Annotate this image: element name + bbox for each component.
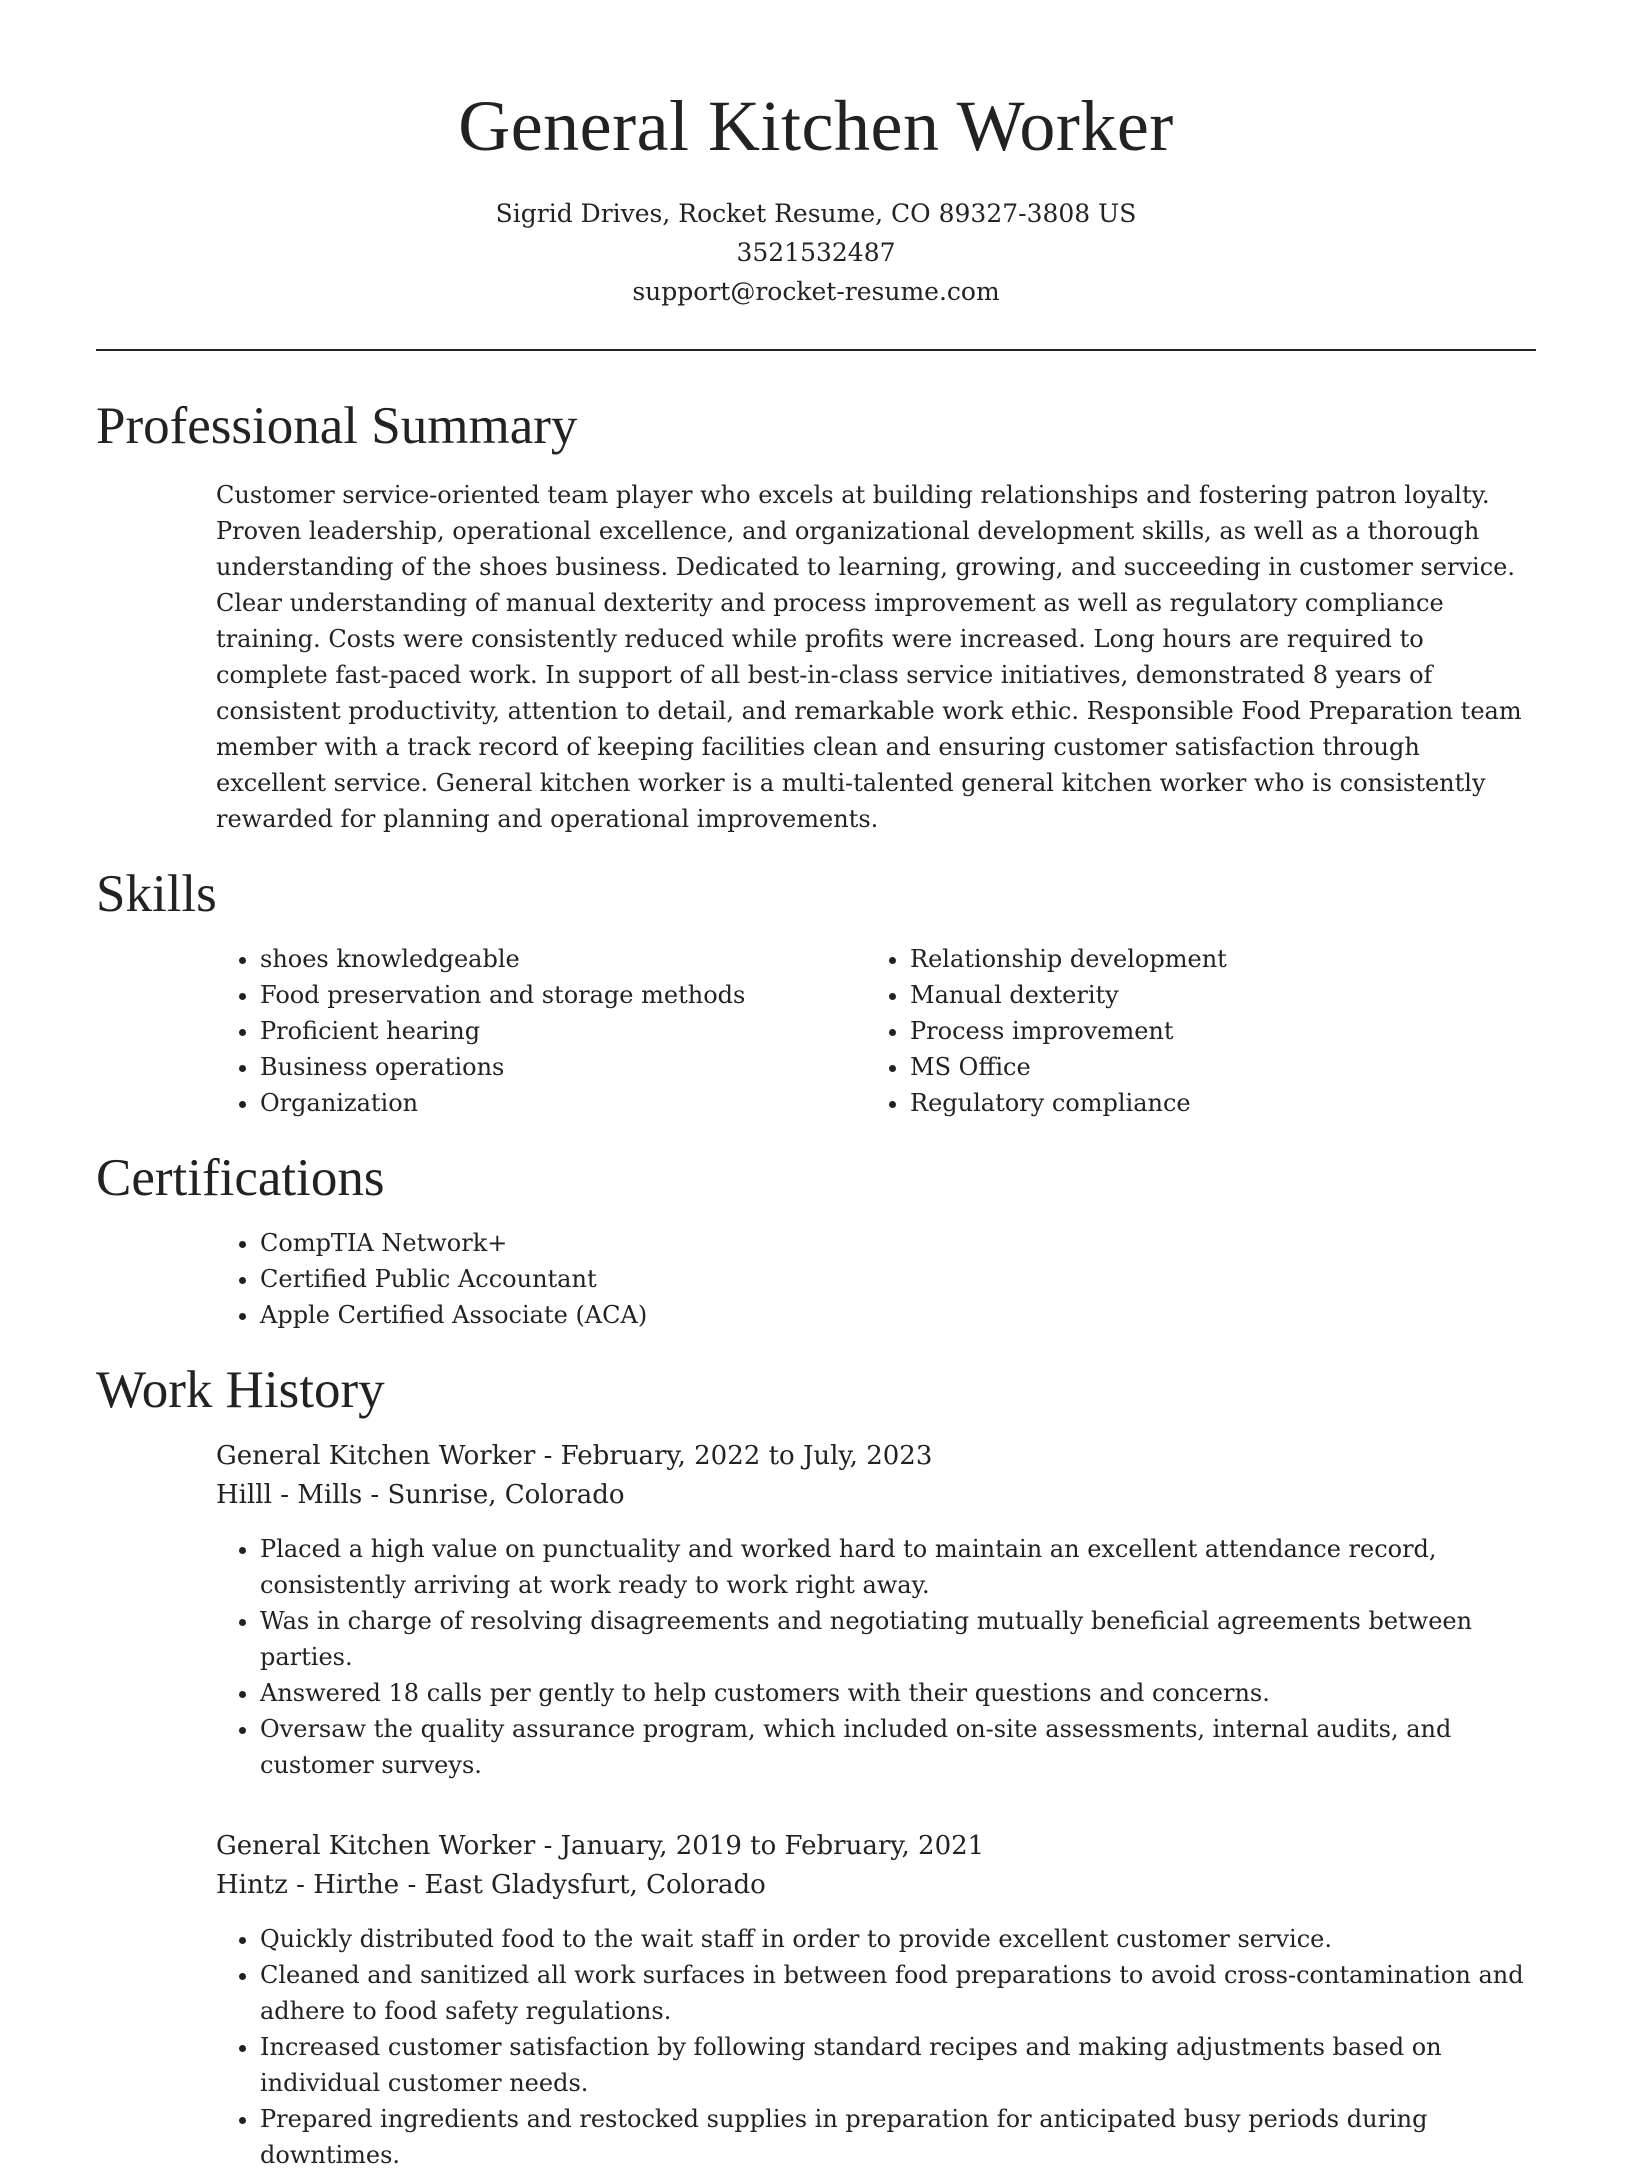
contact-info: [0, 194, 1632, 311]
skill-item: • shoes knowledgeable: [260, 941, 866, 977]
job-duty: • Answered 18 calls per gently to help customers with their questions and concerns.: [260, 1675, 1536, 1711]
summary-section: [96, 391, 1536, 837]
certifications-section: [96, 1143, 1536, 1333]
job-title-line: [216, 1437, 1536, 1476]
job-duties-list: [216, 1531, 1536, 1783]
skills-right-column: [866, 941, 1516, 1121]
certifications-heading: Certifications: [96, 1149, 385, 1207]
job-location: - Sunrise, Colorado: [362, 1480, 625, 1510]
header-divider: [96, 349, 1536, 351]
skills-section: [96, 859, 1536, 1121]
job-company-line: [216, 1476, 1536, 1515]
job-duty: • Quickly distributed food to the wait staff in order to provide excellent customer service.: [260, 1921, 1536, 1957]
job-company: Hintz - Hirthe: [216, 1870, 400, 1900]
skills-left-column: [216, 941, 866, 1121]
job-company-line: [216, 1866, 1536, 1905]
work-history-heading: Work History: [96, 1361, 385, 1419]
skill-item: • MS Office: [910, 1049, 1516, 1085]
skill-item: • Food preservation and storage methods: [260, 977, 866, 1013]
job-dates: - January, 2019 to February, 2021: [535, 1831, 985, 1861]
phone-number: 3521532487: [736, 238, 896, 267]
job-duties-list: [216, 1921, 1536, 2173]
job-role: General Kitchen Worker: [216, 1831, 536, 1861]
email-address: support@rocket-resume.com: [632, 277, 1000, 306]
skill-item: • Process improvement: [910, 1013, 1516, 1049]
resume-header: [0, 0, 1632, 311]
skill-item: • Manual dexterity: [910, 977, 1516, 1013]
job-location: - East Gladysfurt, Colorado: [399, 1870, 766, 1900]
skills-heading: Skills: [96, 865, 217, 923]
certifications-list: [216, 1225, 1536, 1333]
job-entry: [216, 1827, 1536, 2173]
job-dates: - February, 2022 to July, 2023: [535, 1441, 933, 1471]
address-line: Sigrid Drives, Rocket Resume, CO 89327-3808 US: [495, 199, 1137, 228]
certification-item: • Apple Certified Associate (ACA): [260, 1297, 1536, 1333]
summary-text: Customer service-oriented team player who excels at building relationships and fostering patron loyalty. Proven leadership, operational excellence, and organizational development skills, as well as a thorough understanding of the shoes business. Dedicated to learning, growing, and succeeding in customer service. Clear understanding of manual dexterity and process improvement as well as regulatory compliance training. Costs were consistently reduced while profits were increased. Long hours are required to complete fast-paced work. In support of all best-in-class service initiatives, demonstrated 8 years of consistent productivity, attention to detail, and remarkable work ethic. Responsible Food Preparation team member with a track record of keeping facilities clean and ensuring customer satisfaction through excellent service. General kitchen worker is a multi-talented general kitchen worker who is consistently rewarded for planning and operational improvements.: [216, 481, 1522, 833]
job-role: General Kitchen Worker: [216, 1441, 536, 1471]
job-duty: • Was in charge of resolving disagreements and negotiating mutually beneficial agreements between parties.: [260, 1603, 1536, 1675]
skill-item: • Regulatory compliance: [910, 1085, 1516, 1121]
summary-heading: Professional Summary: [96, 397, 578, 455]
job-entry: [216, 1437, 1536, 1783]
job-duty: • Cleaned and sanitized all work surfaces in between food preparations to avoid cross-contamination and adhere to food safety regulations.: [260, 1957, 1536, 2029]
job-company: Hilll - Mills: [216, 1480, 363, 1510]
job-duty: • Oversaw the quality assurance program, which included on-site assessments, internal audits, and customer surveys.: [260, 1711, 1536, 1783]
job-duty: • Placed a high value on punctuality and worked hard to maintain an excellent attendance record, consistently arriving at work ready to work right away.: [260, 1531, 1536, 1603]
skill-item: • Relationship development: [910, 941, 1516, 977]
work-history-section: [96, 1355, 1536, 2173]
job-duty: • Prepared ingredients and restocked supplies in preparation for anticipated busy periods during downtimes.: [260, 2101, 1536, 2173]
skill-item: • Business operations: [260, 1049, 866, 1085]
candidate-name: General Kitchen Worker: [458, 86, 1174, 166]
job-title-line: [216, 1827, 1536, 1866]
skill-item: • Proficient hearing: [260, 1013, 866, 1049]
skill-item: • Organization: [260, 1085, 866, 1121]
skills-columns: [216, 941, 1536, 1121]
certification-item: • Certified Public Accountant: [260, 1261, 1536, 1297]
job-duty: • Increased customer satisfaction by following standard recipes and making adjustments based on individual customer needs.: [260, 2029, 1536, 2101]
certification-item: • CompTIA Network+: [260, 1225, 1536, 1261]
